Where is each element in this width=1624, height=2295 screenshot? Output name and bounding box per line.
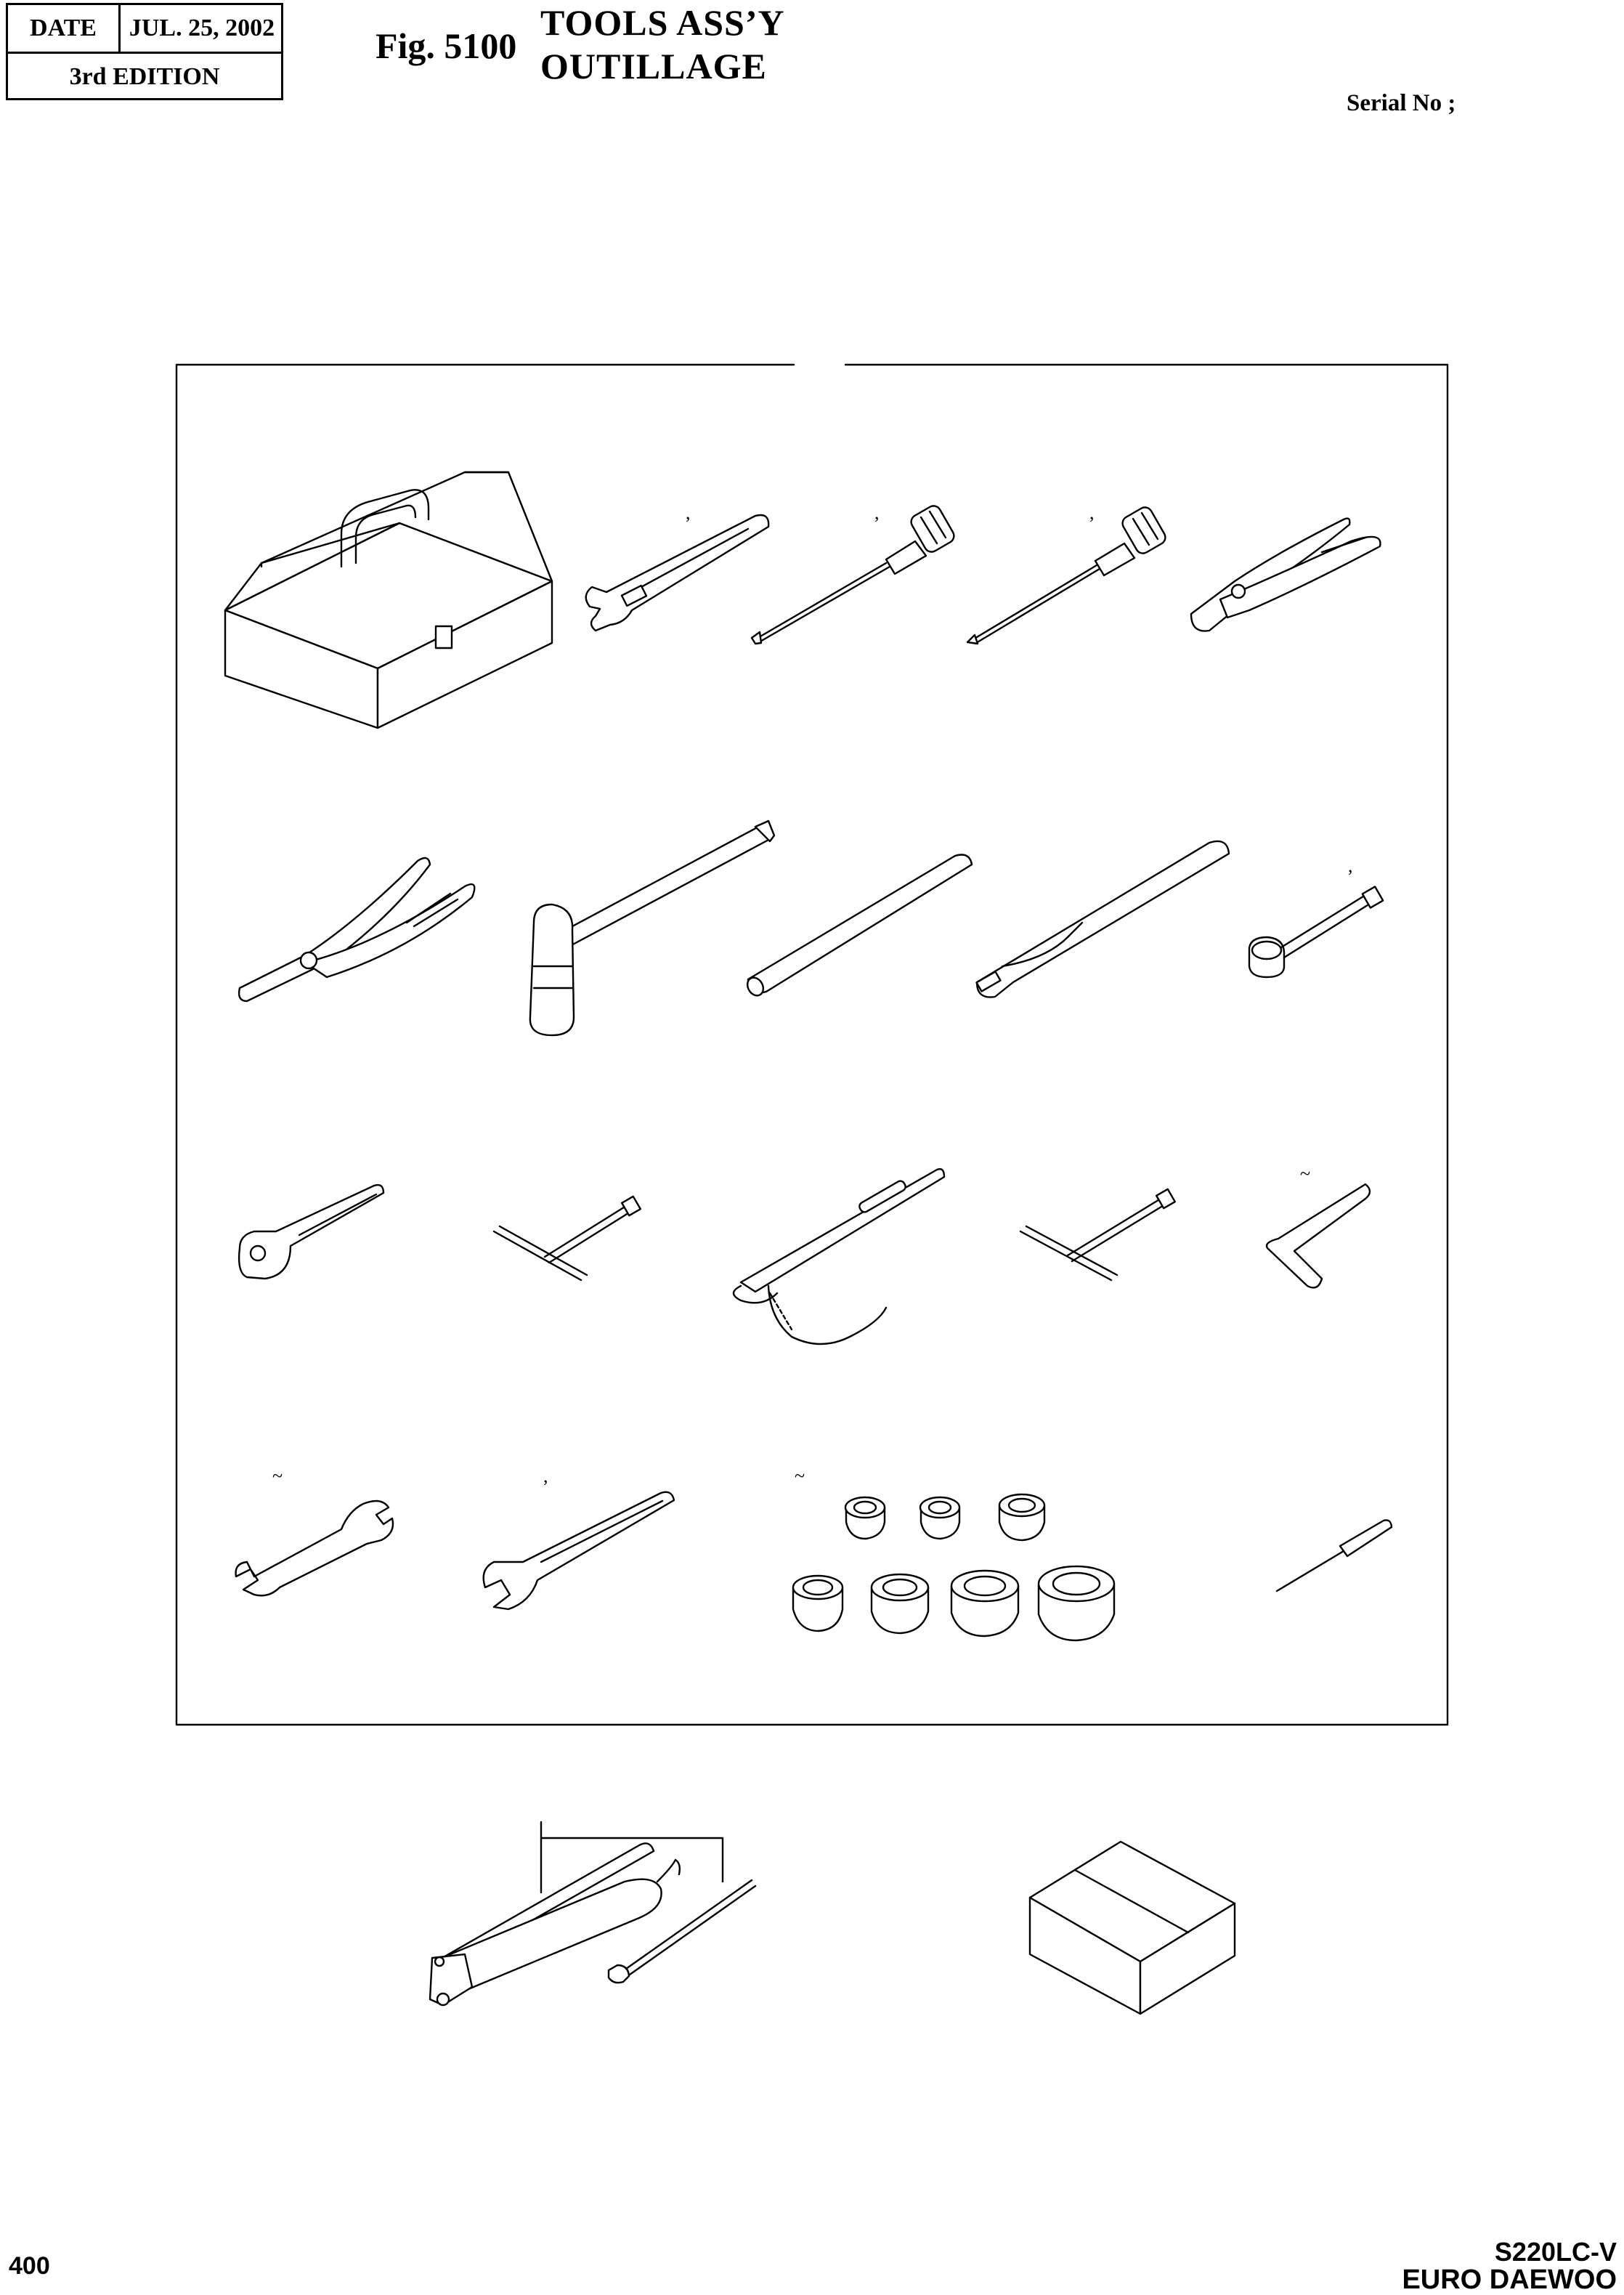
socket-icon bbox=[999, 1494, 1044, 1540]
spanner-large-icon bbox=[484, 1492, 674, 1609]
figure-number: Fig. 5100 bbox=[375, 25, 517, 66]
ratchet-handle-icon bbox=[239, 1185, 383, 1279]
socket-icon bbox=[793, 1576, 843, 1631]
t-wrench-2-icon bbox=[1020, 1189, 1175, 1280]
title-english: TOOLS ASS’Y bbox=[540, 2, 785, 43]
socket-extension-icon bbox=[1249, 886, 1383, 977]
socket-set-icon bbox=[793, 1494, 1114, 1640]
filter-wrench-icon bbox=[734, 1169, 944, 1344]
edition-label: 3rd EDITION bbox=[69, 63, 220, 90]
hex-key-icon bbox=[1267, 1184, 1370, 1287]
item-mark: , bbox=[1348, 855, 1353, 876]
item-mark: ~ bbox=[795, 1465, 805, 1486]
item-mark: , bbox=[543, 1465, 548, 1486]
item-mark: , bbox=[874, 502, 880, 523]
pliers-icon bbox=[1191, 519, 1381, 631]
item-mark: ~ bbox=[1300, 1163, 1311, 1184]
date-value: JUL. 25, 2002 bbox=[129, 15, 275, 41]
socket-icon bbox=[1039, 1566, 1114, 1640]
parts-box-icon bbox=[1030, 1842, 1235, 2014]
pry-bar-icon bbox=[977, 841, 1229, 997]
bar-icon bbox=[744, 855, 972, 999]
date-label: DATE bbox=[30, 15, 97, 41]
screwdriver-phillips-icon bbox=[967, 505, 1168, 644]
adjustable-wrench-icon bbox=[586, 515, 769, 631]
socket-icon bbox=[845, 1497, 885, 1539]
item-mark: , bbox=[686, 502, 691, 523]
hammer-icon bbox=[530, 821, 774, 1035]
spanner-small-icon bbox=[236, 1501, 393, 1595]
page-number: 400 bbox=[9, 2252, 50, 2280]
title-french: OUTILLAGE bbox=[540, 46, 767, 86]
model-label: S220LC-V bbox=[1494, 2237, 1617, 2267]
pin-punch-icon bbox=[1277, 1520, 1392, 1591]
screwdriver-flat-icon bbox=[752, 503, 957, 644]
serial-number-label: Serial No ; bbox=[1347, 90, 1456, 116]
socket-icon bbox=[920, 1497, 959, 1539]
grease-gun-icon bbox=[430, 1822, 755, 2005]
item-mark: , bbox=[1089, 502, 1095, 523]
combination-pliers-icon bbox=[239, 858, 474, 1001]
t-wrench-icon bbox=[494, 1197, 641, 1280]
socket-icon bbox=[951, 1571, 1018, 1636]
brand-label: EURO DAEWOO bbox=[1402, 2264, 1617, 2295]
tool-box-icon bbox=[225, 472, 552, 728]
item-mark: ~ bbox=[272, 1465, 283, 1486]
socket-icon bbox=[872, 1574, 928, 1633]
